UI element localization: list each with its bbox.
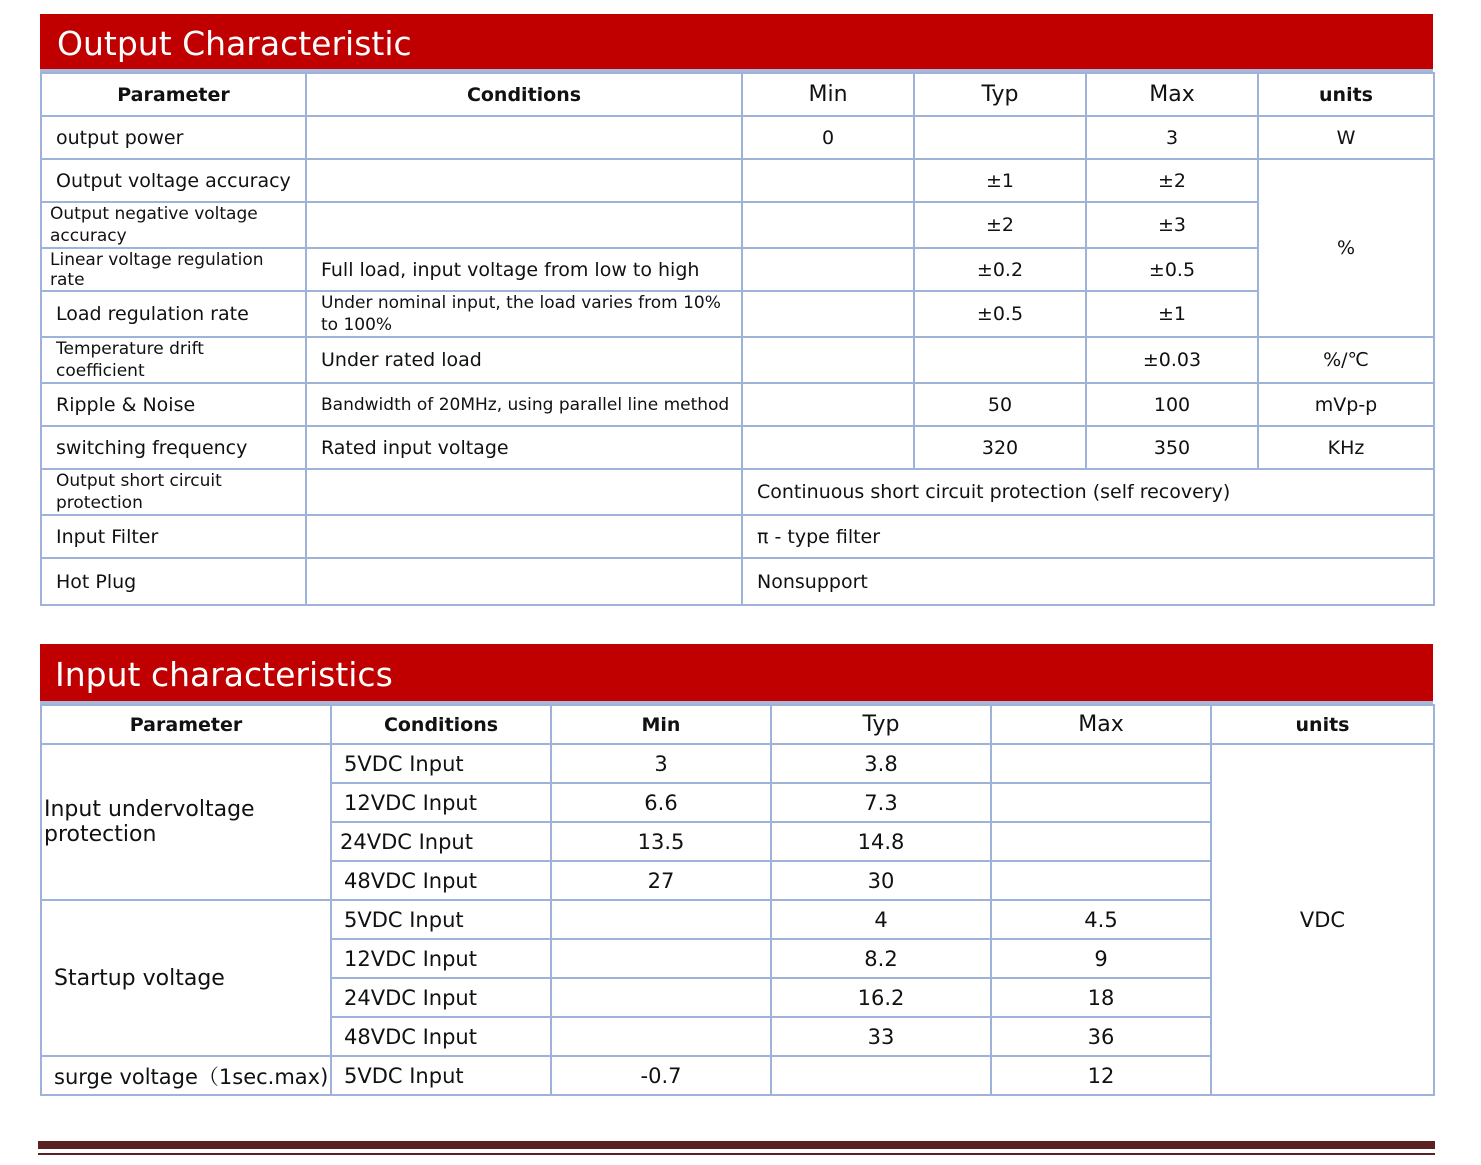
cond-cell — [306, 469, 742, 515]
param-cell: Hot Plug — [41, 558, 306, 605]
value-cell: π - type filter — [742, 515, 1434, 558]
output-section-title: Output Characteristic — [40, 14, 1433, 72]
param-cell: Input undervoltage protection — [41, 744, 331, 900]
min-cell — [742, 291, 914, 337]
typ-cell: 14.8 — [771, 822, 991, 861]
cond-cell: Full load, input voltage from low to high — [306, 248, 742, 291]
cond-cell: 5VDC Input — [331, 900, 551, 939]
typ-cell: ±0.2 — [914, 248, 1086, 291]
header-max: Max — [1086, 73, 1258, 116]
table-row — [41, 202, 1434, 248]
typ-cell: 16.2 — [771, 978, 991, 1017]
cond-cell: 5VDC Input — [331, 1056, 551, 1095]
unit-cell: mVp-p — [1258, 383, 1434, 426]
max-cell: 18 — [991, 978, 1211, 1017]
header-parameter: Parameter — [41, 73, 306, 116]
typ-cell: 30 — [771, 861, 991, 900]
typ-cell — [914, 337, 1086, 383]
min-cell — [551, 1017, 771, 1056]
input-header-row — [41, 705, 1434, 744]
header-conditions: Conditions — [306, 73, 742, 116]
cond-cell — [306, 159, 742, 202]
min-cell — [551, 978, 771, 1017]
footer-rule — [38, 1141, 1435, 1149]
typ-cell — [771, 1056, 991, 1095]
typ-cell: 8.2 — [771, 939, 991, 978]
param-cell: Output voltage accuracy — [41, 159, 306, 202]
param-cell: output power — [41, 116, 306, 159]
cond-cell — [306, 202, 742, 248]
min-cell — [742, 383, 914, 426]
max-cell: ±0.5 — [1086, 248, 1258, 291]
min-cell: -0.7 — [551, 1056, 771, 1095]
param-cell: Output negative voltage accuracy — [41, 202, 306, 248]
cond-cell: 12VDC Input — [331, 939, 551, 978]
min-cell: 13.5 — [551, 822, 771, 861]
min-cell — [742, 159, 914, 202]
max-cell: 9 — [991, 939, 1211, 978]
footer-rule-thin — [38, 1153, 1435, 1155]
max-cell: ±1 — [1086, 291, 1258, 337]
cond-cell: Under rated load — [306, 337, 742, 383]
min-cell: 6.6 — [551, 783, 771, 822]
cond-cell: 48VDC Input — [331, 861, 551, 900]
typ-cell — [914, 116, 1086, 159]
output-table — [40, 72, 1435, 606]
cond-cell: 48VDC Input — [331, 1017, 551, 1056]
cond-cell: 24VDC Input — [331, 978, 551, 1017]
output-characteristic-section — [40, 14, 1433, 606]
table-row — [41, 744, 1434, 783]
param-cell: Temperature drift coefficient — [41, 337, 306, 383]
cond-cell — [306, 116, 742, 159]
cond-cell: Rated input voltage — [306, 426, 742, 469]
header-units: units — [1258, 73, 1434, 116]
min-cell — [742, 248, 914, 291]
max-cell: 100 — [1086, 383, 1258, 426]
min-cell — [742, 426, 914, 469]
min-cell — [742, 202, 914, 248]
typ-cell: 7.3 — [771, 783, 991, 822]
param-cell: Startup voltage — [41, 900, 331, 1056]
input-table — [40, 704, 1435, 1096]
output-header-row — [41, 73, 1434, 116]
cond-cell: Under nominal input, the load varies from 10% to 100% — [306, 291, 742, 337]
max-cell: 350 — [1086, 426, 1258, 469]
unit-cell: W — [1258, 116, 1434, 159]
typ-cell: 3.8 — [771, 744, 991, 783]
max-cell: ±0.03 — [1086, 337, 1258, 383]
min-cell: 27 — [551, 861, 771, 900]
header-parameter: Parameter — [41, 705, 331, 744]
min-cell: 0 — [742, 116, 914, 159]
cond-cell: 12VDC Input — [331, 783, 551, 822]
cond-cell: 5VDC Input — [331, 744, 551, 783]
cond-cell — [306, 515, 742, 558]
param-cell: Output short circuit protection — [41, 469, 306, 515]
value-cell: Continuous short circuit protection (self recovery) — [742, 469, 1434, 515]
table-row — [41, 558, 1434, 605]
typ-cell: 4 — [771, 900, 991, 939]
min-cell — [551, 900, 771, 939]
unit-cell: KHz — [1258, 426, 1434, 469]
cond-cell — [306, 558, 742, 605]
table-row — [41, 515, 1434, 558]
min-cell — [551, 939, 771, 978]
table-row — [41, 116, 1434, 159]
table-row — [41, 337, 1434, 383]
max-cell: ±3 — [1086, 202, 1258, 248]
param-cell: Ripple & Noise — [41, 383, 306, 426]
max-cell: ±2 — [1086, 159, 1258, 202]
param-cell: Load regulation rate — [41, 291, 306, 337]
table-row — [41, 426, 1434, 469]
header-max: Max — [991, 705, 1211, 744]
param-cell: surge voltage（1sec.max) — [41, 1056, 331, 1095]
typ-cell: 33 — [771, 1017, 991, 1056]
typ-cell: 320 — [914, 426, 1086, 469]
unit-cell: %/℃ — [1258, 337, 1434, 383]
table-row — [41, 291, 1434, 337]
header-typ: Typ — [914, 73, 1086, 116]
param-cell: Linear voltage regulation rate — [41, 248, 306, 291]
min-cell — [742, 337, 914, 383]
param-cell: Input Filter — [41, 515, 306, 558]
max-cell: 3 — [1086, 116, 1258, 159]
value-cell: Nonsupport — [742, 558, 1434, 605]
max-cell — [991, 744, 1211, 783]
typ-cell: ±0.5 — [914, 291, 1086, 337]
max-cell: 36 — [991, 1017, 1211, 1056]
max-cell: 12 — [991, 1056, 1211, 1095]
min-cell: 3 — [551, 744, 771, 783]
table-row — [41, 159, 1434, 202]
unit-cell: % — [1258, 159, 1434, 337]
cond-cell: 24VDC Input — [331, 822, 551, 861]
cond-cell: Bandwidth of 20MHz, using parallel line method — [306, 383, 742, 426]
table-row — [41, 469, 1434, 515]
max-cell — [991, 822, 1211, 861]
input-section-title: Input characteristics — [40, 644, 1433, 704]
table-row — [41, 248, 1434, 291]
typ-cell: 50 — [914, 383, 1086, 426]
max-cell — [991, 861, 1211, 900]
header-conditions: Conditions — [331, 705, 551, 744]
max-cell — [991, 783, 1211, 822]
table-row — [41, 383, 1434, 426]
typ-cell: ±1 — [914, 159, 1086, 202]
header-units: units — [1211, 705, 1434, 744]
unit-cell: VDC — [1211, 744, 1434, 1095]
header-min: Min — [551, 705, 771, 744]
max-cell: 4.5 — [991, 900, 1211, 939]
input-characteristics-section — [40, 644, 1433, 1096]
header-min: Min — [742, 73, 914, 116]
typ-cell: ±2 — [914, 202, 1086, 248]
param-cell: switching frequency — [41, 426, 306, 469]
header-typ: Typ — [771, 705, 991, 744]
